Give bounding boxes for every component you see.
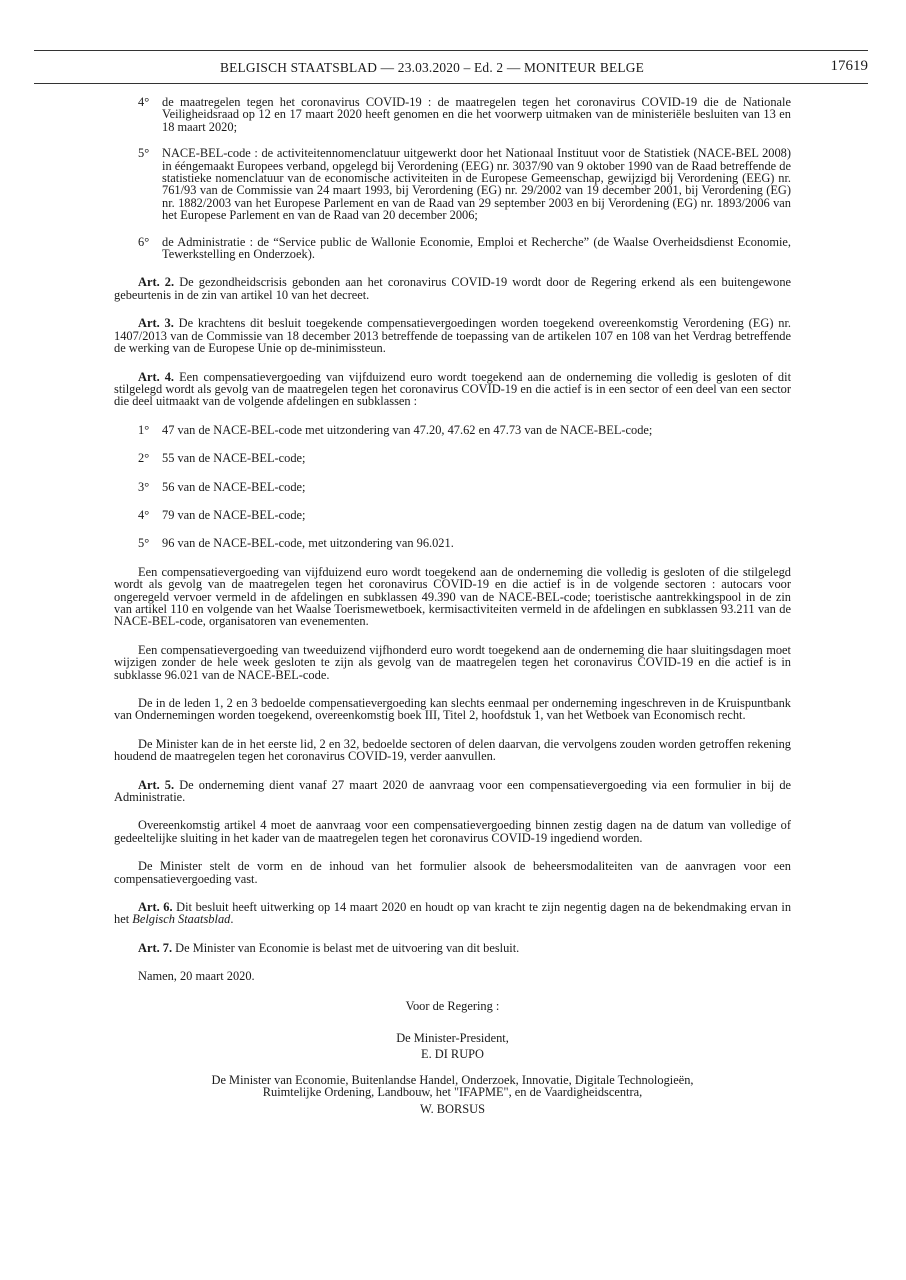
article-label: Art. 5. [138, 777, 175, 792]
article-text: De krachtens dit besluit toegekende compensatievergoedingen worden toegekend overeenkomstig Verordening (EG) nr. 1407/2013 van de Commissie van 18 december 2013 betreffende de toepassing van de artikelen 107 en 108 van het Verdrag betreffende de werking van de Europese Unie op de-minimissteun. [114, 316, 792, 356]
article-text: De onderneming dient vanaf 27 maart 2020 de aanvraag voor een compensatievergoeding via een formulier in bij de Administratie. [114, 777, 792, 805]
paragraph: Overeenkomstig artikel 4 moet de aanvraag voor een compensatievergoeding binnen zestig dagen na de datum van volledige of gedeeltelijke sluiting in het kader van de maatregelen tegen het coronavirus COVID-19 ingediend worden. [114, 818, 791, 845]
definition-item [114, 236, 791, 261]
article-6 [114, 901, 791, 926]
paragraph: De in de leden 1, 2 en 3 bedoelde compensatievergoeding kan slechts eenmaal per onderneming ingeschreven in de Kruispuntbank van Ondernemingen worden toegekend, overeenkomstig boek III, Titel 2, hoofdstuk 1, van het Wetboek van Economisch recht. [114, 696, 791, 723]
item-text: 47 van de NACE-BEL-code met uitzondering van 47.20, 47.62 en 47.73 van de NACE-BEL-code; [162, 422, 653, 437]
header-title: BELGISCH STAATSBLAD — 23.03.2020 – Ed. 2 — MONITEUR BELGE [220, 60, 644, 75]
header-rule-bottom [34, 83, 868, 84]
item-number: 2° [138, 451, 150, 466]
article-5 [114, 779, 791, 804]
item-number: 4° [138, 95, 150, 109]
article-label: Art. 2. [138, 275, 175, 290]
article-text-tail: . [230, 912, 234, 927]
item-number: 3° [138, 479, 150, 494]
item-text: NACE-BEL-code : de activiteitennomenclatuur uitgewerkt door het Nationaal Instituut voor de Statistiek (NACE-BEL 2008) in ééngemaakt Europees verband, opgelegd bij Verordening (EEG) nr. 3037/90 van 9 oktober 1990 van de Raad betreffende de statistieke nomenclatuur van de economische activiteiten in de Europese Gemeenschap, gewijzigd bij Verordening (EEG) nr. 761/93 van de Commissie van 24 maart 1993, bij Verordening (EG) nr. 29/2002 van 19 december 2001, bij Verordening (EG) nr. 1882/2003 van het Europese Parlement en van de Raad van 29 september 2003 en bij Verordening (EG) nr. 1893/2006 van het Europese Parlement en van de Raad van 20 december 2006; [162, 146, 791, 223]
item-number: 6° [138, 234, 150, 249]
article-label: Art. 6. [138, 900, 173, 915]
place-date: Namen, 20 maart 2020. [138, 969, 255, 984]
publication-name: Belgisch Staatsblad [132, 912, 231, 927]
paragraph: Een compensatievergoeding van vijfduizend euro wordt toegekend aan de onderneming die volledig is gesloten of die stilgelegd wordt als gevolg van de maatregelen tegen het coronavirus COVID-19 en die actief is in de volgende sectoren : autocars voor ongeregeld vervoer vermeld in de afdelingen en subklassen 49.390 van de NACE-BEL-code; toeristische aantrekkingspool in de zin van artikel 110 en volgende van het Waalse Toerismewetboek, kermisactiviteiten vermeld in de afdelingen en subklassen 93.211 van de NACE-BEL-code, organisatoren van evenementen. [114, 564, 791, 629]
article-text: De Minister van Economie is belast met de uitvoering van dit besluit. [172, 940, 520, 955]
item-number: 5° [138, 536, 150, 551]
article-text: Een compensatievergoeding van vijfduizend euro wordt toegekend aan de onderneming die volledig is gesloten of dit stilgelegd wordt als gevolg van de maatregelen tegen het coronavirus COVID-19 en die actief is in een sector of een deel van een sector die deel uitmaakt van de volgende afdelingen en subklassen : [114, 369, 792, 409]
article-label: Art. 7. [138, 940, 173, 955]
minister-president-title: De Minister-President, [396, 1031, 509, 1046]
article-label: Art. 4. [138, 369, 175, 384]
item-text: 56 van de NACE-BEL-code; [162, 479, 306, 494]
article-label: Art. 3. [138, 316, 174, 331]
article-text: De gezondheidscrisis gebonden aan het coronavirus COVID-19 wordt door de Regering erkend als een buitengewone gebeurtenis in de zin van artikel 10 van het decreet. [114, 275, 792, 302]
minister-title-line: De Minister van Economie, Buitenlandse Handel, Onderzoek, Innovatie, Digitale Technologieën, [211, 1072, 694, 1087]
article-7 [114, 942, 791, 954]
list-item [114, 509, 791, 521]
list-item [114, 481, 791, 493]
document-body [114, 96, 791, 1115]
definition-item [114, 147, 791, 221]
article-3 [114, 317, 791, 354]
item-text: de maatregelen tegen het coronavirus COVID-19 : de maatregelen tegen het coronavirus COVID-19 die de Nationale Veiligheidsraad op 12 en 17 maart 2020 heeft genomen en die het voorwerp uitmaken van de ministeriële besluiten van 13 en 18 maart 2020; [162, 95, 791, 134]
definition-item [114, 96, 791, 133]
for-government: Voor de Regering : [405, 998, 500, 1013]
list-item [114, 537, 791, 549]
list-item [114, 424, 791, 436]
item-text: 55 van de NACE-BEL-code; [162, 451, 306, 466]
article-text: Dit besluit heeft uitwerking op 14 maart 2020 en houdt op van kracht te zijn negentig dagen na de bekendmaking ervan in het [114, 900, 792, 927]
minister-president-name: E. DI RUPO [421, 1046, 484, 1061]
article-2 [114, 276, 791, 301]
paragraph: Een compensatievergoeding van tweeduizend vijfhonderd euro wordt toegekend aan de onderneming die haar sluitingsdagen moet wijzigen zonder de hele week gesloten te zijn als gevolg van de maatregelen tegen het coronavirus COVID-19 en die actief is in subklasse 96.021 van de NACE-BEL-code. [114, 642, 791, 682]
item-text: 96 van de NACE-BEL-code, met uitzondering van 96.021. [162, 536, 454, 551]
item-text: de Administratie : de “Service public de Wallonie Economie, Emploi et Recherche” (de Waalse Overheidsdienst Economie, Tewerkstelling en Onderzoek). [162, 234, 791, 262]
item-number: 4° [138, 507, 150, 522]
list-item [114, 452, 791, 464]
item-text: 79 van de NACE-BEL-code; [162, 507, 306, 522]
header-rule-top [34, 50, 868, 51]
paragraph: De Minister stelt de vorm en de inhoud van het formulier alsook de beheersmodaliteiten van de aanvragen voor een compensatievergoeding vast. [114, 859, 791, 886]
minister-title-line: Ruimtelijke Ordening, Landbouw, het "IFAPME", en de Vaardigheidscentra, [262, 1085, 643, 1100]
item-number: 1° [138, 422, 150, 437]
paragraph: De Minister kan de in het eerste lid, 2 en 32, bedoelde sectoren of delen daarvan, die vervolgens zouden worden getroffen rekening houdend de maatregelen tegen het coronavirus COVID-19, verder aanvullen. [114, 736, 791, 764]
minister-name: W. BORSUS [420, 1101, 485, 1116]
item-number: 5° [138, 146, 150, 161]
page-number: 17619 [830, 58, 868, 74]
article-4 [114, 371, 791, 408]
